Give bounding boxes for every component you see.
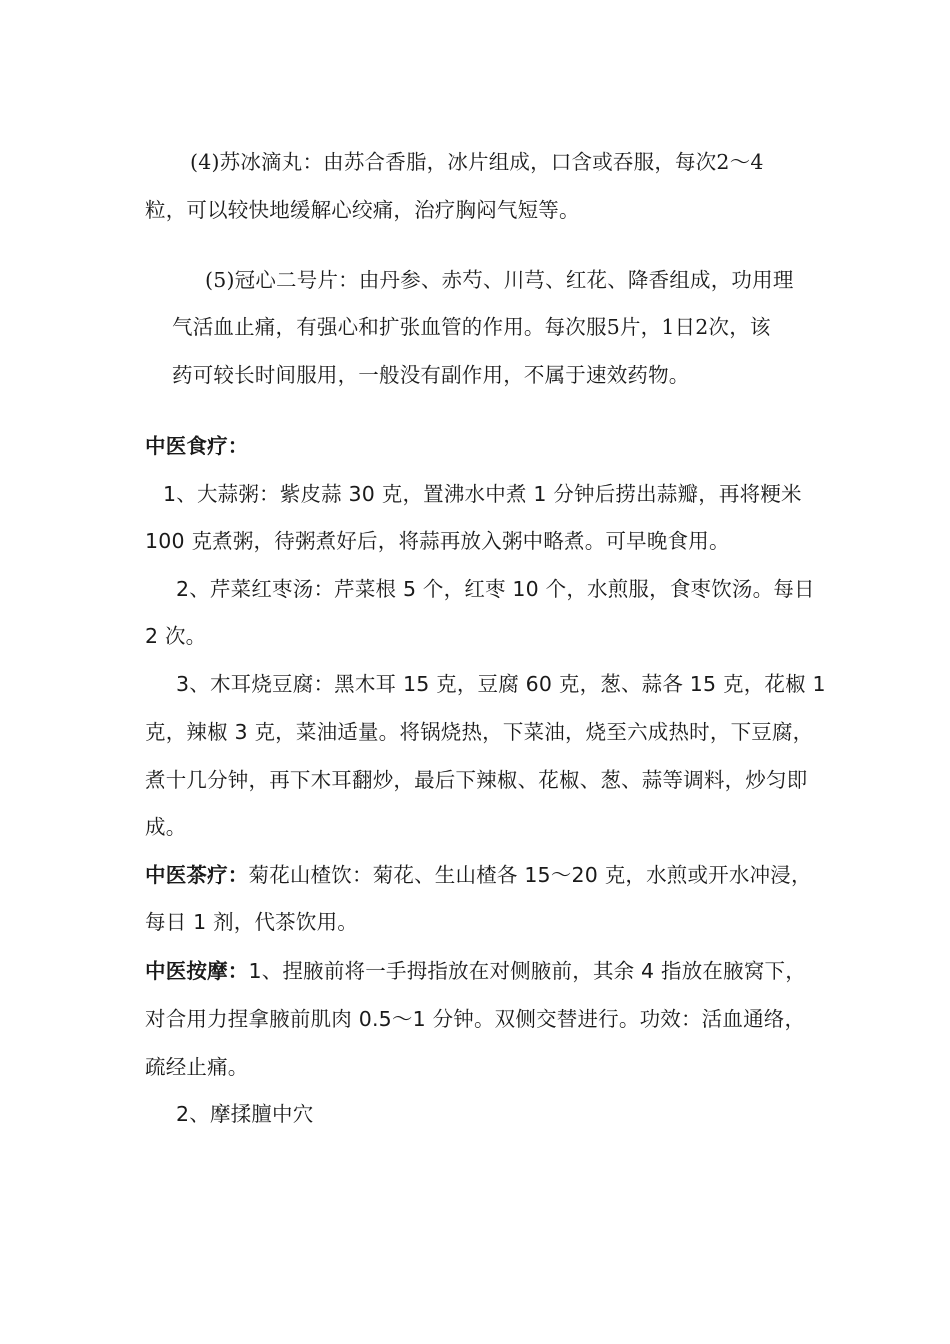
diet-item-1-line-2: 100 克煮粥，待粥煮好后，将蒜再放入粥中略煮。可早晚食用。 <box>145 529 730 553</box>
diet-item-3-line-3: 煮十几分钟，再下木耳翻炒，最后下辣椒、花椒、葱、蒜等调料，炒匀即 <box>145 768 808 792</box>
diet-therapy-heading: 中医食疗： <box>145 434 249 458</box>
tea-therapy-heading: 中医茶疗： <box>145 863 249 887</box>
massage-line-1 <box>145 957 806 985</box>
diet-item-3-line-1: 3、木耳烧豆腐：黑木耳 15 克，豆腐 60 克，葱、蒜各 15 克，花椒 1 <box>176 672 826 696</box>
tea-therapy-line-1 <box>145 861 812 889</box>
diet-item-3-line-4: 成。 <box>145 815 187 839</box>
medicine-5-line-1: (5)冠心二号片：由丹参、赤芍、川芎、红花、降香组成，功用理 <box>205 268 794 292</box>
massage-line-3: 疏经止痛。 <box>145 1055 249 1079</box>
diet-item-2-line-2: 2 次。 <box>145 624 207 648</box>
diet-item-2-line-1: 2、芹菜红枣汤：芹菜根 5 个，红枣 10 个，水煎服，食枣饮汤。每日 <box>176 577 815 601</box>
massage-line-4: 2、摩揉膻中穴 <box>176 1102 314 1126</box>
medicine-4-line-2: 粒，可以较快地缓解心绞痛，治疗胸闷气短等。 <box>145 198 580 222</box>
diet-item-1-line-1: 1、大蒜粥：紫皮蒜 30 克，置沸水中煮 1 分钟后捞出蒜瓣，再将粳米 <box>163 482 802 506</box>
tea-therapy-text-1: 菊花山楂饮：菊花、生山楂各 15～20 克，水煎或开水冲浸， <box>248 863 812 887</box>
medicine-5-line-2: 气活血止痛，有强心和扩张血管的作用。每次服5片，1日2次，该 <box>172 315 771 339</box>
massage-line-2: 对合用力捏拿腋前肌肉 0.5～1 分钟。双侧交替进行。功效：活血通络， <box>145 1007 806 1031</box>
medicine-4-line-1: (4)苏冰滴丸：由苏合香脂，冰片组成，口含或吞服，每次2～4 <box>190 150 764 174</box>
massage-text-1: 1、捏腋前将一手拇指放在对侧腋前，其余 4 指放在腋窝下， <box>248 959 806 983</box>
medicine-5-line-3: 药可较长时间服用，一般没有副作用，不属于速效药物。 <box>172 363 690 387</box>
massage-heading: 中医按摩： <box>145 959 249 983</box>
tea-therapy-line-2: 每日 1 剂，代茶饮用。 <box>145 910 358 934</box>
diet-item-3-line-2: 克，辣椒 3 克，菜油适量。将锅烧热，下菜油，烧至六成热时，下豆腐， <box>145 720 814 744</box>
